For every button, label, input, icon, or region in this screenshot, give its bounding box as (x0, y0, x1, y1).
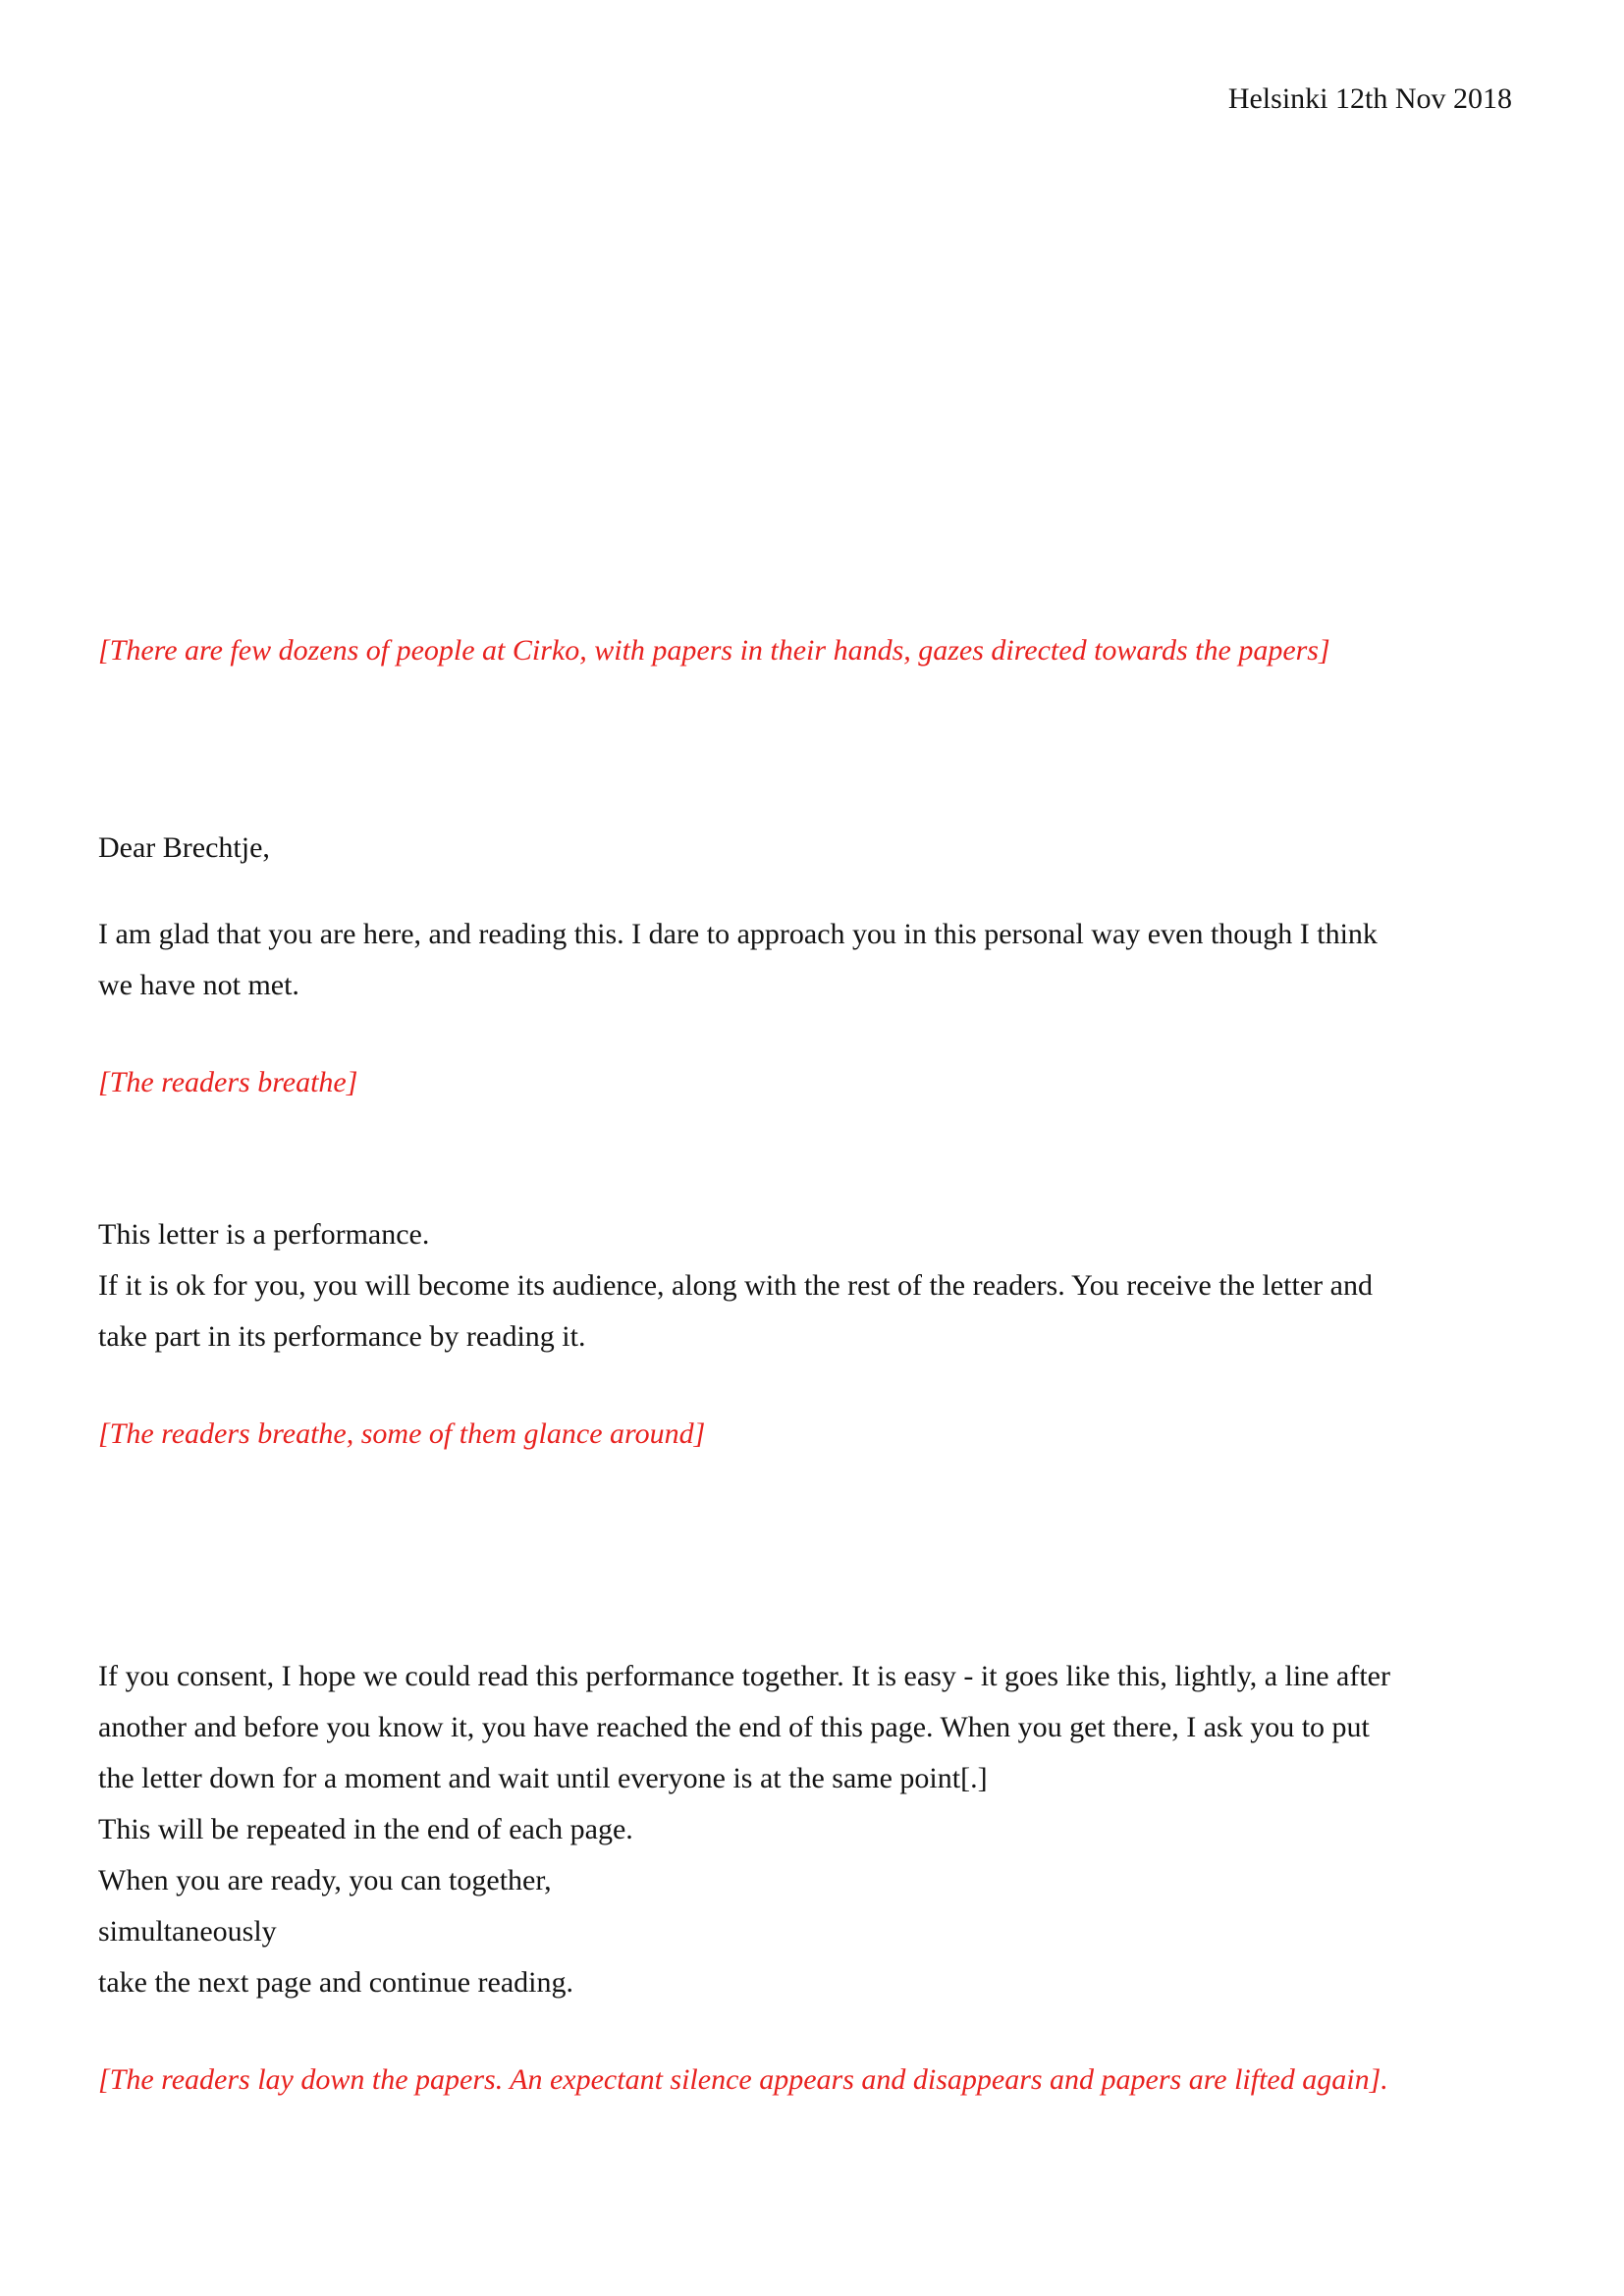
date-line: Helsinki 12th Nov 2018 (1227, 82, 1512, 115)
text-line: This letter is a performance. (98, 1218, 430, 1251)
text-line: Dear Brechtje, (98, 831, 270, 864)
text-line: When you are ready, you can together, (98, 1864, 552, 1896)
stage-direction-opening: [There are few dozens of people at Cirko, with papers in their hands, gazes directed towards the papers] (98, 634, 1330, 667)
paragraph-intro (98, 909, 1571, 1011)
text-line: This will be repeated in the end of each page. (98, 1813, 633, 1845)
text-line: If you consent, I hope we could read this performance together. It is easy - it goes like this, lightly, a line after (98, 1660, 1390, 1692)
text-line: we have not met. (98, 969, 299, 1001)
text-line: If it is ok for you, you will become its audience, along with the rest of the readers. You receive the letter and (98, 1269, 1373, 1302)
text-line: take part in its performance by reading it. (98, 1320, 586, 1353)
stage-direction-glance: [The readers breathe, some of them glance around] (98, 1417, 706, 1450)
paragraph-performance (98, 1209, 1571, 1362)
stage-direction-closing: [The readers lay down the papers. An expectant silence appears and disappears and papers are lifted again]. (98, 2063, 1388, 2096)
paragraph-instructions (98, 1651, 1571, 2008)
stage-direction-breathe: [The readers breathe] (98, 1066, 358, 1098)
text-line: the letter down for a moment and wait until everyone is at the same point[.] (98, 1762, 988, 1794)
text-line: another and before you know it, you have reached the end of this page. When you get there, I ask you to put (98, 1711, 1370, 1743)
text-line: take the next page and continue reading. (98, 1966, 573, 1999)
text-line: simultaneously (98, 1915, 277, 1948)
text-line: I am glad that you are here, and reading this. I dare to approach you in this personal way even though I think (98, 918, 1378, 950)
salutation (98, 823, 1571, 874)
